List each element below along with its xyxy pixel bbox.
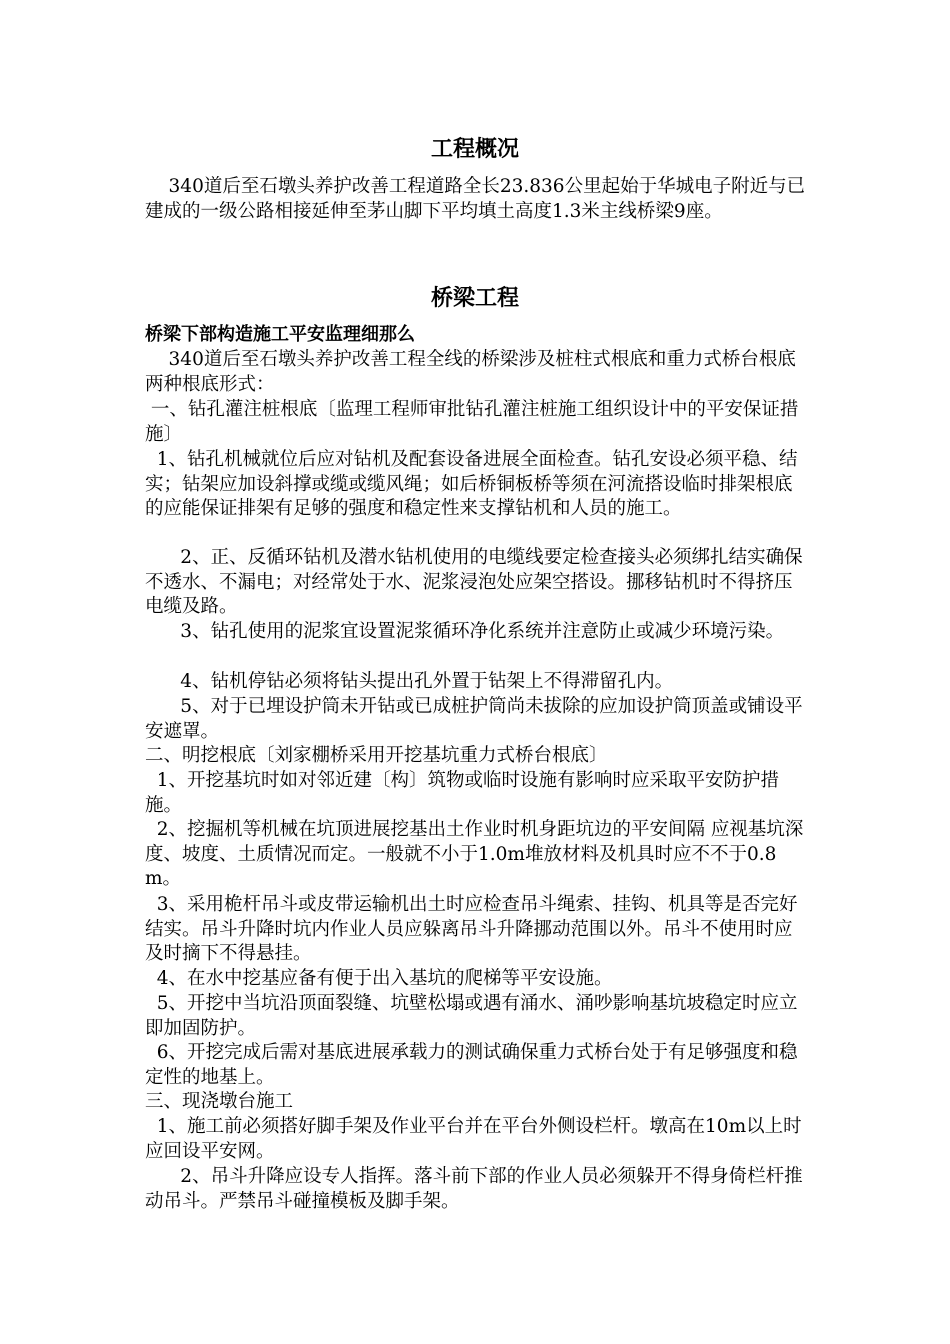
bridge-paragraph: 三、现浇墩台施工	[145, 1091, 294, 1112]
bridge-subtitle: 桥梁下部构造施工平安监理细那么	[145, 324, 415, 345]
bridge-paragraph: 4、在水中挖基应备有便于出入基坑的爬梯等平安设施。	[145, 968, 613, 989]
section-title-overview: 工程概况	[430, 137, 519, 162]
bridge-paragraph: 5、对于已埋设护筒未开钻或已成桩护筒尚未拔除的应加设护筒顶盖或铺设平安遮罩。	[145, 696, 803, 742]
bridge-paragraph: 3、采用桅杆吊斗或皮带运输机出土时应检查吊斗绳索、挂钩、机具等是否完好结实。吊斗升降时坑内作业人员应躲离吊斗升降挪动范围以外。吊斗不使用时应及时摘下不得悬挂。	[145, 894, 798, 965]
bridge-paragraph: 2、正、反循环钻机及潜水钻机使用的电缆线要定检查接头必须绑扎结实确保不透水、不漏电；对经常处于水、泥浆浸泡处应架空搭设。挪移钻机时不得挤压电缆及路。	[145, 547, 803, 618]
bridge-paragraph: 6、开挖完成后需对基底进展承载力的测试确保重力式桥台处于有足够强度和稳定性的地基上。	[145, 1042, 798, 1088]
bridge-paragraph: 340道后至石墩头养护改善工程全线的桥梁涉及桩柱式根底和重力式桥台根底两种根底形式：	[145, 349, 796, 395]
bridge-paragraph: 5、开挖中当坑沿顶面裂缝、坑壁松塌或遇有涌水、涌吵影响基坑坡稳定时应立即加固防护。	[145, 993, 798, 1039]
bridge-paragraph: 1、施工前必须搭好脚手架及作业平台并在平台外侧设栏杆。墩高在10m以上时应回设平安网。	[145, 1116, 802, 1162]
bridge-paragraph: 2、挖掘机等机械在坑顶进展挖基出土作业时机身距坑边的平安间隔 应视基坑深度、坡度、土质情况而定。一般就不小于1.0m堆放材料及机具时应不不于0.8m。	[145, 819, 804, 890]
bridge-paragraph: 1、钻孔机械就位后应对钻机及配套设备进展全面检查。钻孔安设必须平稳、结实；钻架应加设斜撑或缆或缆风绳；如后桥铜板桥等须在河流搭设临时排架根底的应能保证排架有足够的强度和稳定性来支撑钻机和人员的施工。	[145, 449, 798, 520]
section-title-bridge: 桥梁工程	[430, 286, 519, 311]
bridge-paragraph: 1、开挖基坑时如对邻近建〔构〕筑物或临时设施有影响时应采取平安防护措施。	[145, 770, 780, 816]
overview-paragraph: 340道后至石墩头养护改善工程道路全长23.836公里起始于华城电子附近与已建成的一级公路相接延伸至茅山脚下平均填土高度1.3米主线桥梁9座。	[145, 176, 806, 222]
bridge-paragraph: 2、吊斗升降应设专人指挥。落斗前下部的作业人员必须躲开不得身倚栏杆推动吊斗。严禁吊斗碰撞模板及脚手架。	[145, 1166, 803, 1212]
bridge-paragraph: 4、钻机停钻必须将钻头提出孔外置于钻架上不得滞留孔内。	[145, 671, 674, 692]
bridge-paragraph: 3、钻孔使用的泥浆宜设置泥浆循环净化系统并注意防止或减少环境污染。	[145, 621, 785, 642]
bridge-paragraph: 二、明挖根底〔刘家棚桥采用开挖基坑重力式桥台根底〕	[145, 745, 608, 766]
bridge-paragraph: 一、钻孔灌注桩根底〔监理工程师审批钻孔灌注桩施工组织设计中的平安保证措施〕	[145, 399, 799, 445]
